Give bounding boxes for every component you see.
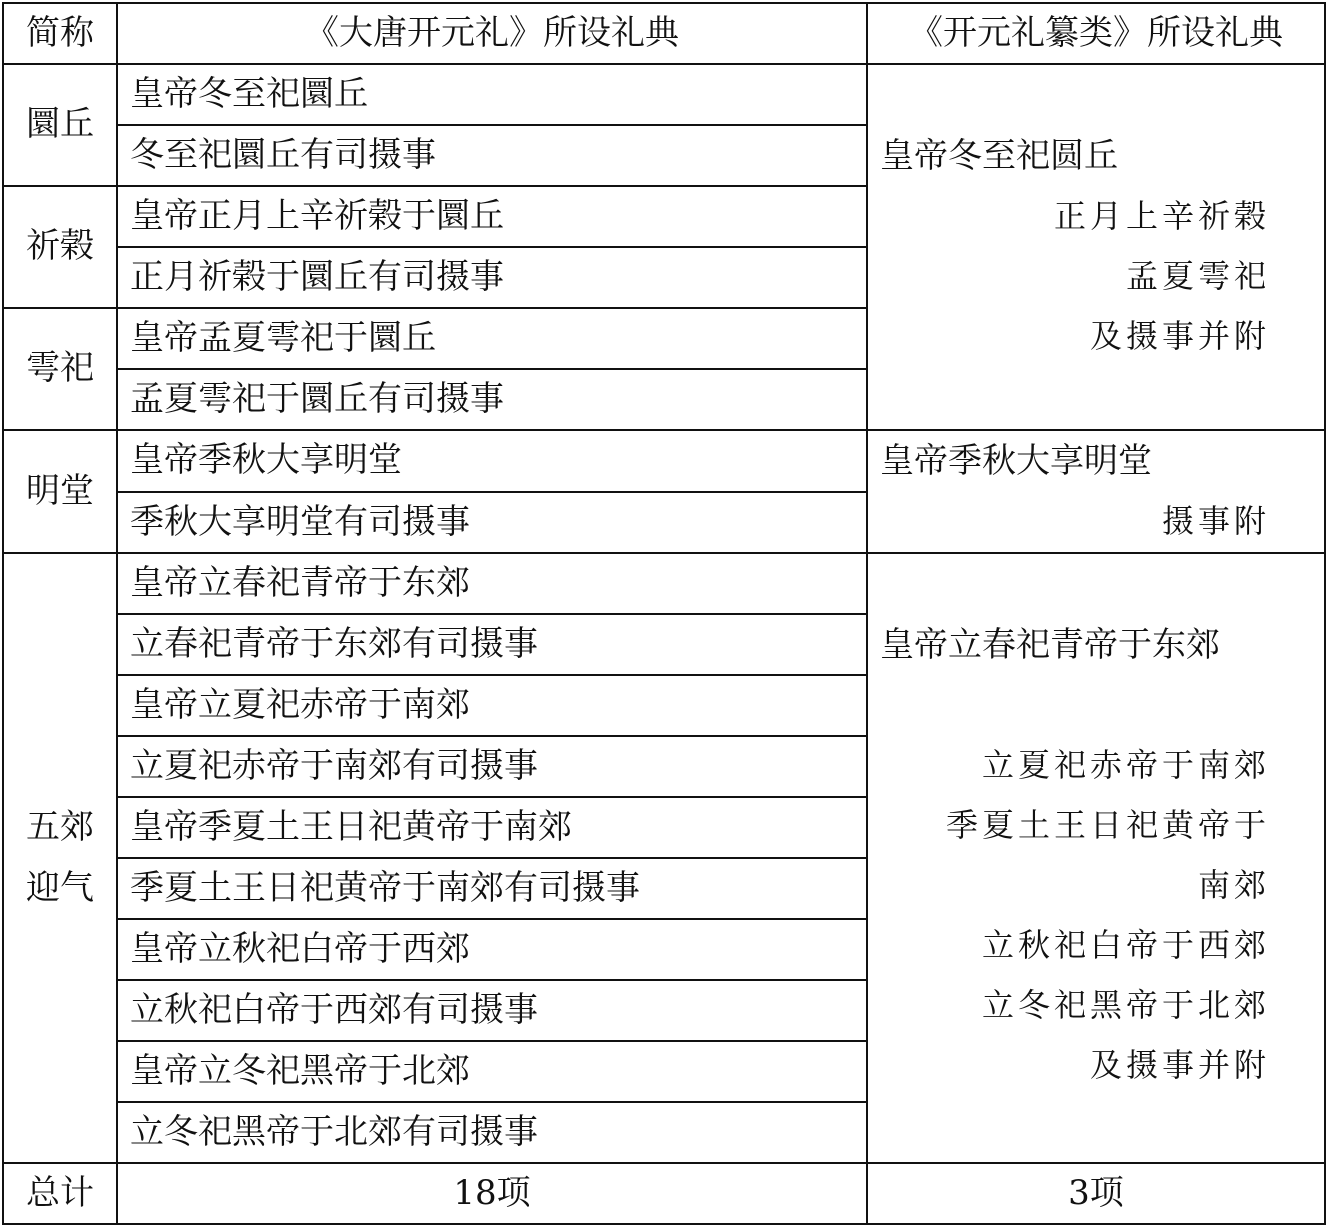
rite-cell: 皇帝季夏土王日祀黄帝于南郊 (117, 797, 867, 858)
group-name-line: 五郊 (26, 807, 94, 847)
zuanlei-cell-wujiao (867, 553, 1325, 1163)
rite-cell: 皇帝立夏祀赤帝于南郊 (117, 675, 867, 736)
zuanlei-main: 皇帝冬至祀圆丘 (880, 135, 1118, 176)
rite-cell: 季夏土王日祀黄帝于南郊有司摄事 (117, 858, 867, 919)
header-abbr: 简称 (3, 3, 117, 64)
zuanlei-note: 立冬祀黑帝于北郊 (981, 986, 1270, 1025)
header-kaiyuanli-zuanlei: 《开元礼纂类》所设礼典 (867, 3, 1325, 64)
total-zuanlei: 3项 (867, 1163, 1325, 1224)
zuanlei-note: 季夏土王日祀黄帝于 (945, 806, 1270, 845)
rite-cell: 立夏祀赤帝于南郊有司摄事 (117, 736, 867, 797)
rite-cell: 立春祀青帝于东郊有司摄事 (117, 614, 867, 675)
zuanlei-note: 及摄事并附 (1089, 317, 1270, 356)
zuanlei-note: 摄事附 (1161, 502, 1270, 541)
group-name: 明堂 (3, 430, 117, 553)
rite-cell: 季秋大享明堂有司摄事 (117, 492, 867, 554)
total-datang: 18项 (117, 1163, 867, 1224)
rite-cell: 皇帝孟夏雩祀于圜丘 (117, 308, 867, 369)
header-row (3, 3, 1325, 64)
table-row (3, 430, 1325, 492)
rite-cell: 皇帝立秋祀白帝于西郊 (117, 919, 867, 980)
group-name: 祈榖 (3, 186, 117, 308)
table-row (3, 64, 1325, 125)
header-datang-kaiyuanli: 《大唐开元礼》所设礼典 (117, 3, 867, 64)
rite-cell: 孟夏雩祀于圜丘有司摄事 (117, 369, 867, 430)
zuanlei-note: 及摄事并附 (1089, 1046, 1270, 1085)
rite-cell: 正月祈榖于圜丘有司摄事 (117, 247, 867, 308)
rite-cell: 皇帝立冬祀黑帝于北郊 (117, 1041, 867, 1102)
zuanlei-note: 孟夏雩祀 (1125, 257, 1270, 296)
zuanlei-main: 皇帝季秋大享明堂 (880, 440, 1152, 481)
zuanlei-note: 正月上辛祈榖 (1053, 197, 1270, 236)
group-name: 圜丘 (3, 64, 117, 186)
zuanlei-main: 皇帝立春祀青帝于东郊 (880, 624, 1220, 665)
rites-table (2, 2, 1324, 1224)
rite-cell: 皇帝冬至祀圜丘 (117, 64, 867, 125)
rite-cell: 皇帝正月上辛祈榖于圜丘 (117, 186, 867, 247)
rite-cell: 冬至祀圜丘有司摄事 (117, 125, 867, 186)
table-row (3, 553, 1325, 614)
rite-cell: 皇帝立春祀青帝于东郊 (117, 553, 867, 614)
zuanlei-note: 立夏祀赤帝于南郊 (981, 746, 1270, 785)
group-name: 雩祀 (3, 308, 117, 430)
rite-cell: 立秋祀白帝于西郊有司摄事 (117, 980, 867, 1041)
group-name (3, 553, 117, 1163)
zuanlei-note: 南郊 (1197, 866, 1270, 905)
zuanlei-cell-mingtang (867, 430, 1325, 553)
total-label: 总计 (3, 1163, 117, 1224)
zuanlei-note: 立秋祀白帝于西郊 (981, 926, 1270, 965)
group-name-line: 迎气 (26, 868, 94, 908)
rite-cell: 立冬祀黑帝于北郊有司摄事 (117, 1102, 867, 1163)
rite-cell: 皇帝季秋大享明堂 (117, 430, 867, 492)
zuanlei-cell-yuanqiu (867, 64, 1325, 430)
total-row (3, 1163, 1325, 1224)
